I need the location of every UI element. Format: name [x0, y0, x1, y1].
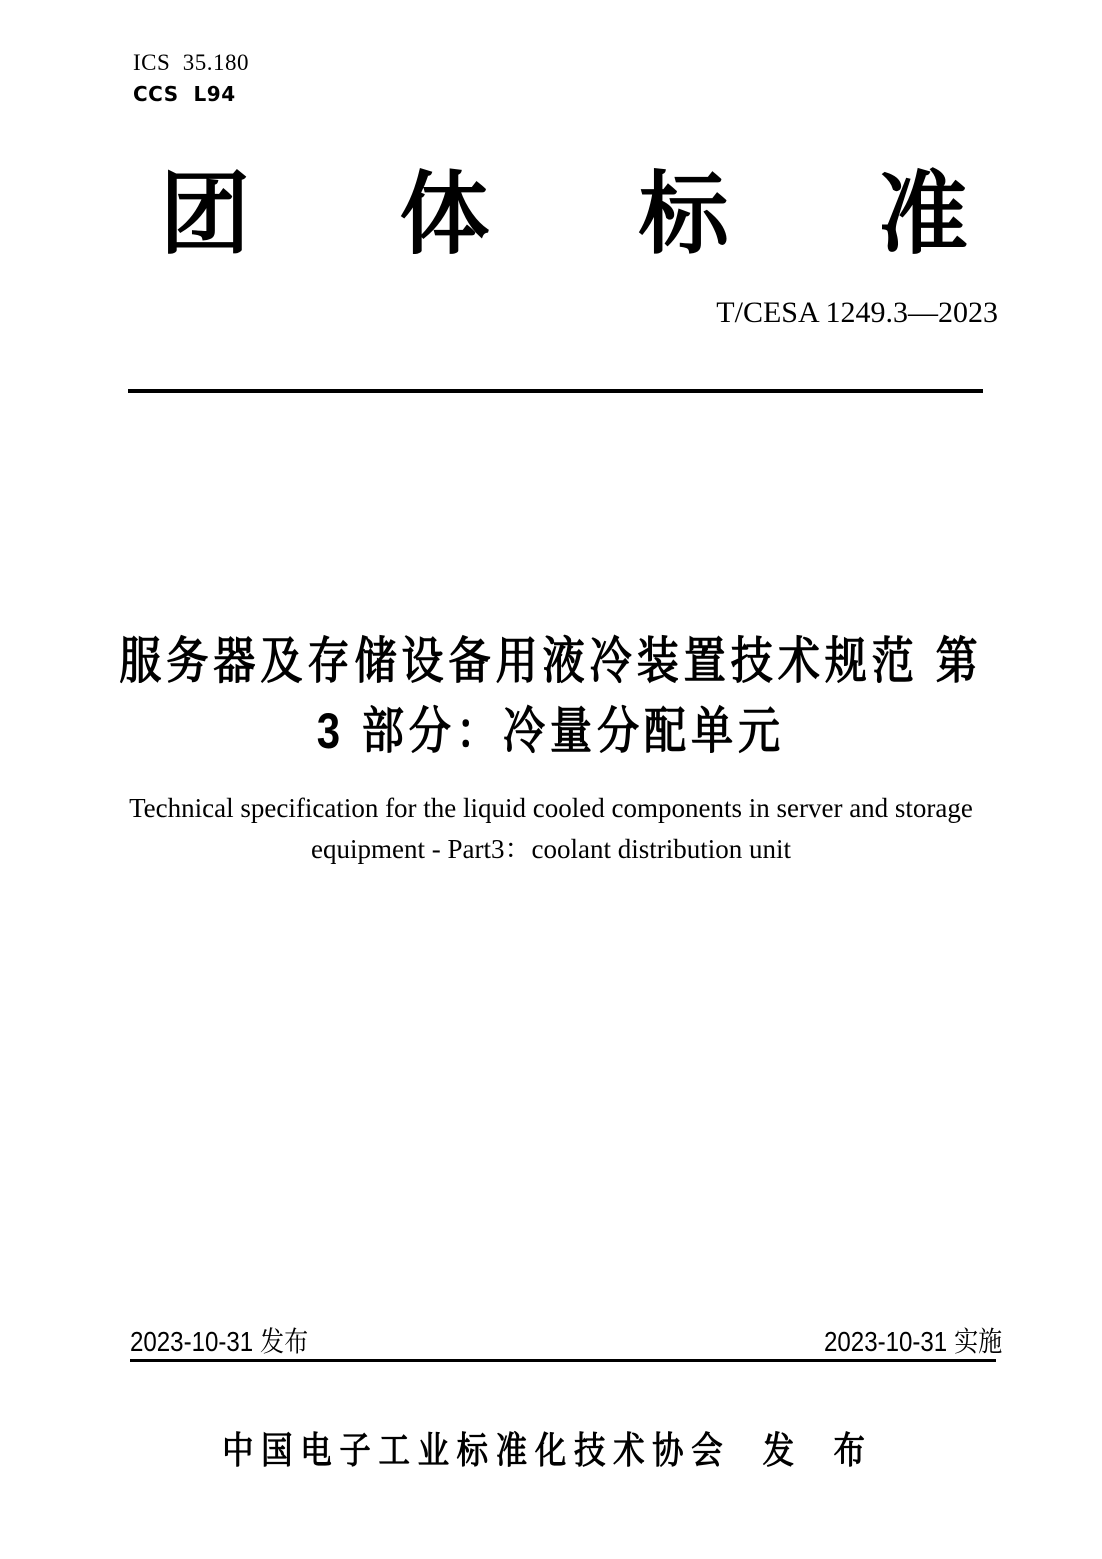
publisher-name: 中国电子工业标准化技术协会 — [221, 1430, 731, 1471]
dates-row — [130, 1320, 1002, 1360]
standard-number: T/CESA 1249.3—2023 — [716, 296, 998, 329]
doc-type-heading — [160, 162, 968, 267]
publisher-inner — [222, 1420, 880, 1474]
english-title — [0, 788, 1102, 870]
implementation-date-label: 实施 — [953, 1326, 1002, 1357]
implementation-date — [824, 1320, 1002, 1360]
issue-date-value: 2023-10-31 — [130, 1326, 254, 1357]
issue-date-label: 发布 — [260, 1326, 309, 1357]
chinese-title-line-2: 3 部分：冷量分配单元 — [316, 703, 786, 759]
footer-rule — [130, 1359, 996, 1362]
chinese-title-line-1: 服务器及存储设备用液冷装置技术规范 第 — [119, 633, 983, 689]
ccs-code: CCS L94 — [133, 82, 236, 106]
chinese-title — [0, 626, 1102, 766]
publisher-row — [0, 1420, 1102, 1474]
doc-type-char-1: 团 — [160, 162, 250, 267]
english-title-line-1: Technical specification for the liquid cooled components in server and storage — [129, 793, 973, 823]
english-title-line-2: equipment - Part3：coolant distribution unit — [311, 834, 791, 864]
doc-type-char-2: 体 — [399, 162, 490, 267]
header-rule — [128, 389, 983, 393]
ics-code: ICS 35.180 — [133, 50, 250, 75]
publish-action-label: 发 布 — [762, 1430, 881, 1471]
doc-type-char-3: 标 — [638, 162, 729, 267]
issue-date — [130, 1320, 308, 1360]
implementation-date-value: 2023-10-31 — [823, 1326, 947, 1357]
doc-type-char-4: 准 — [877, 162, 968, 267]
